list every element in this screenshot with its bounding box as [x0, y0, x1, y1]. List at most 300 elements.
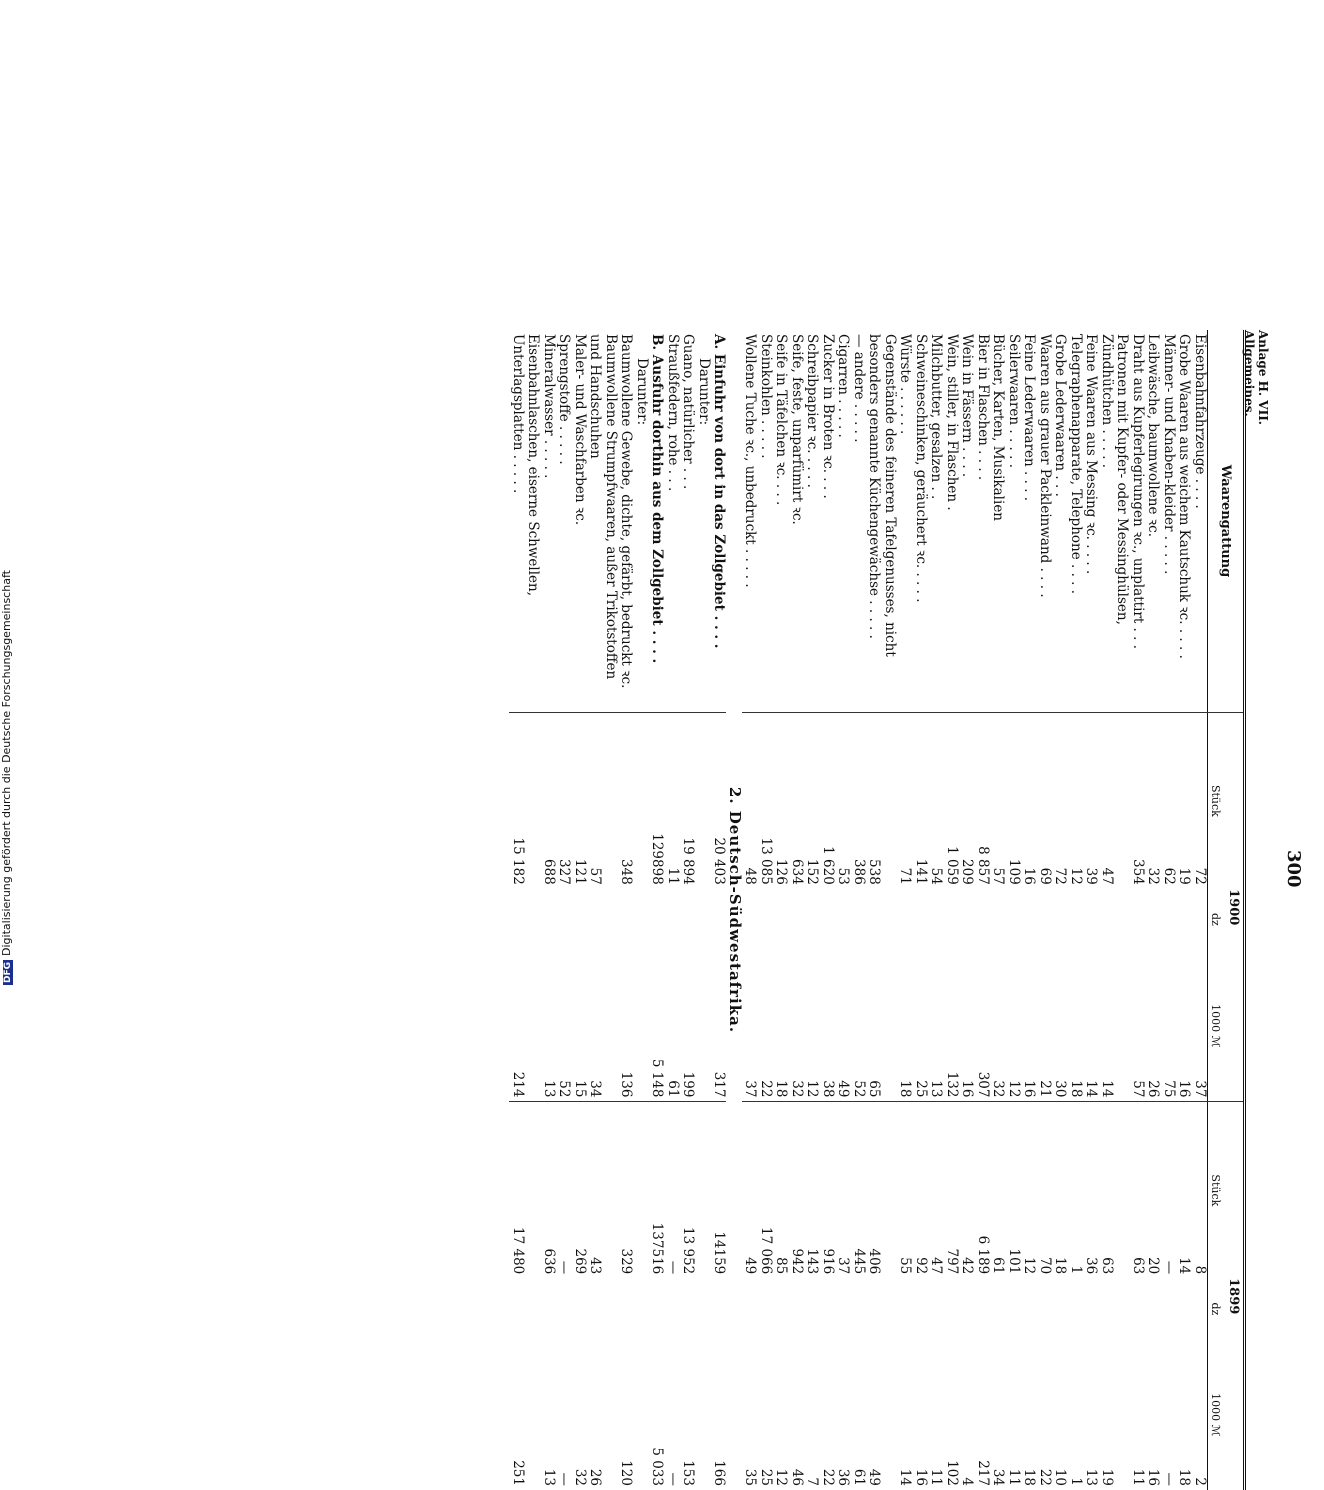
page-number: 300 — [1283, 850, 1304, 888]
value-1900-dz — [866, 889, 897, 950]
row-label: Baumwollene Strumpfwaaren, außer Trikotstoffen und Handschuhen — [587, 330, 618, 713]
value-1900-dz — [1052, 889, 1068, 950]
value-1899-quantity: 37 — [835, 1257, 852, 1275]
value-1899-quantity: 942 — [789, 1248, 805, 1275]
value-1900-quantity: 15 182 — [510, 837, 526, 885]
value-1899-quantity: 47 — [928, 1257, 945, 1275]
value-1899-quantity: 12 — [1021, 1257, 1038, 1275]
table-row — [711, 330, 727, 1490]
value-1900-value: 18 — [897, 950, 913, 1102]
value-1899-quantity: — — [1161, 1260, 1177, 1275]
value-1900-dz — [1192, 889, 1208, 950]
value-1899-quantity: 17 066 — [758, 1227, 774, 1275]
value-1899-quantity: 143 — [804, 1248, 821, 1275]
value-1899-dz — [820, 1278, 836, 1339]
value-1899-value: 19 — [1099, 1468, 1115, 1486]
value-1900-dz — [510, 889, 541, 950]
value-1900-quantity: 327 — [556, 859, 573, 885]
value-1900-value: 38 — [820, 950, 836, 1102]
row-label: Zucker in Broten ꝛc. . . . — [820, 330, 836, 713]
row-label: Steinkohlen . . . . . — [758, 330, 774, 713]
value-1899-value: 22 — [820, 1468, 836, 1486]
value-1900-quantity: 57 — [990, 867, 1007, 885]
value-1899-value: 5 033 — [649, 1447, 666, 1486]
row-label: Grobe Lederwaaren . . . — [1052, 330, 1068, 713]
value-1900-dz — [835, 889, 851, 950]
value-1900-dz — [1145, 889, 1161, 950]
row-label: Würste . . . . . . — [897, 330, 913, 713]
value-1900-quantity: 1 059 — [944, 846, 960, 885]
value-1899-value: 11 — [928, 1468, 945, 1486]
value-1900-quantity: 72 — [1192, 867, 1208, 885]
row-label: Eisenbahnfahrzeuge . . . . — [1192, 330, 1208, 713]
value-1899-value: 22 — [1037, 1468, 1053, 1486]
value-1899-quantity: 8 — [1192, 1265, 1208, 1275]
value-1900-dz — [975, 889, 991, 950]
unit-value-b: 1000 ℳ — [1209, 1393, 1223, 1437]
value-1900-quantity: 8 857 — [975, 846, 991, 885]
value-1900-value: 32 — [789, 950, 805, 1102]
value-1900-quantity: 538 — [866, 859, 883, 885]
value-1900-dz — [541, 889, 557, 950]
value-1900-quantity: 39 — [1083, 867, 1100, 885]
table-row — [1130, 330, 1146, 1490]
section-title: 2. Deutsch-Südwestafrika. — [726, 786, 744, 1034]
table-row — [835, 330, 851, 1490]
value-1900-dz — [1176, 889, 1192, 950]
table-row — [758, 330, 774, 1490]
value-1900-dz — [897, 889, 913, 950]
value-1900-value: 52 — [851, 950, 867, 1102]
value-1899-dz — [851, 1278, 867, 1339]
value-1900-quantity: 20 403 — [711, 837, 728, 885]
value-1900-quantity: 11 — [665, 867, 681, 885]
value-1899-value: 4 — [959, 1477, 976, 1486]
value-1899-quantity: 42 — [959, 1257, 976, 1275]
value-1899-dz — [742, 1278, 758, 1339]
value-1899-quantity: 49 — [742, 1257, 759, 1275]
table-row — [866, 330, 897, 1490]
value-1899-dz — [649, 1278, 665, 1339]
value-1900-quantity: 72 — [1052, 867, 1069, 885]
rotated-table-page — [110, 330, 1304, 1486]
value-1899-value: 13 — [1083, 1468, 1100, 1486]
value-1900-dz — [680, 889, 696, 950]
value-1899-value: 251 — [510, 1460, 526, 1486]
value-1899-value: 7 — [804, 1477, 821, 1486]
row-label: Patronen mit Kupfer- oder Messinghülsen, Zündhütchen . . . . . — [1099, 330, 1130, 713]
value-1899-value: 35 — [742, 1468, 759, 1486]
value-1899-quantity: 63 — [1099, 1257, 1115, 1275]
table-row — [572, 330, 588, 1490]
column-header-year-1900: 1900 — [1224, 713, 1245, 1102]
value-1899-quantity: 636 — [541, 1248, 557, 1275]
table-row — [1006, 330, 1022, 1490]
value-1899-dz — [618, 1278, 634, 1339]
table-row — [634, 330, 650, 1490]
value-1899-dz — [1052, 1278, 1068, 1339]
value-1900-value: 136 — [618, 950, 634, 1102]
value-1900-value: 12 — [1006, 950, 1022, 1102]
value-1900-value: 13 — [541, 950, 557, 1102]
value-1900-value — [696, 950, 712, 1102]
value-1899-value: 18 — [1021, 1468, 1038, 1486]
value-1900-value: 307 — [975, 950, 991, 1102]
row-label: Wein, stiller, in Flaschen . — [944, 330, 960, 713]
value-1900-value: 22 — [758, 950, 774, 1102]
value-1899-dz — [541, 1278, 557, 1339]
value-1899-value: 166 — [711, 1460, 728, 1486]
table-row — [587, 330, 618, 1490]
value-1899-quantity: 55 — [897, 1257, 914, 1275]
value-1900-dz — [696, 889, 712, 950]
value-1900-value: 34 — [587, 950, 618, 1102]
row-label: Schreibpapier ꝛc. . . . . — [804, 330, 820, 713]
table-row — [820, 330, 836, 1490]
value-1899-quantity: 17 480 — [510, 1227, 526, 1275]
table-row — [510, 330, 541, 1490]
value-1899-dz — [665, 1278, 681, 1339]
value-1900-quantity: 354 — [1130, 859, 1146, 885]
row-label: Darunter: — [696, 330, 712, 713]
value-1899-dz — [944, 1278, 960, 1339]
value-1899-quantity: — — [556, 1260, 573, 1275]
value-1900-value: 75 — [1161, 950, 1177, 1102]
row-label: Männer- und Knaben-kleider . . . . . — [1161, 330, 1177, 713]
value-1900-value: 21 — [1037, 950, 1053, 1102]
value-1900-dz — [665, 889, 681, 950]
value-1899-value: 46 — [789, 1468, 805, 1486]
row-label: A. Einfuhr von dort in das Zollgebiet . . . . — [711, 330, 727, 713]
value-1900-value: 16 — [1021, 950, 1037, 1102]
value-1899-value: 16 — [913, 1468, 929, 1486]
row-label: Seilerwaaren . . . . . — [1006, 330, 1022, 713]
table-row — [804, 330, 820, 1490]
value-1900-dz — [820, 889, 836, 950]
value-1899-dz — [587, 1278, 618, 1339]
value-1899-value: 16 — [1145, 1468, 1162, 1486]
row-label: Straußfedern, rohe . . . — [665, 330, 681, 713]
value-1900-value: 32 — [990, 950, 1006, 1102]
value-1899-value: 49 — [866, 1468, 883, 1486]
value-1900-dz — [758, 889, 774, 950]
row-label: Draht aus Kupferlegirungen ꝛc., unplattirt . . . — [1130, 330, 1146, 713]
value-1899-value: 153 — [680, 1460, 697, 1486]
row-label: Feine Lederwaaren . . . . — [1021, 330, 1037, 713]
value-1900-quantity: 32 — [1145, 867, 1162, 885]
value-1900-dz — [649, 889, 665, 950]
value-1899-quantity: 14159 — [711, 1231, 728, 1275]
value-1900-value: 199 — [680, 950, 696, 1102]
value-1900-quantity: 12 — [1068, 867, 1084, 885]
value-1899-value: 32 — [572, 1468, 588, 1486]
value-1899-value: 34 — [990, 1468, 1007, 1486]
value-1900-value: 317 — [711, 950, 727, 1102]
value-1899-quantity: 101 — [1006, 1248, 1022, 1275]
value-1900-quantity: 129898 — [649, 833, 666, 885]
row-label: Mineralwasser . . . . . — [541, 330, 557, 713]
table-row — [742, 330, 758, 1490]
value-1900-value: 57 — [1130, 950, 1146, 1102]
value-1900-dz — [928, 889, 944, 950]
value-1899-quantity: 43 — [587, 1257, 604, 1275]
value-1900-quantity: 109 — [1006, 859, 1022, 885]
value-1899-dz — [1037, 1278, 1053, 1339]
table-row — [1083, 330, 1099, 1490]
table-row — [913, 330, 929, 1490]
value-1900-dz — [773, 889, 789, 950]
table-row — [1176, 330, 1192, 1490]
table-row — [618, 330, 634, 1490]
value-1899-quantity: 269 — [572, 1248, 588, 1275]
column-header-year-1899: 1899 — [1226, 1278, 1241, 1315]
table-row — [990, 330, 1006, 1490]
value-1900-dz — [913, 889, 929, 950]
value-1900-quantity: 348 — [618, 859, 635, 885]
value-1899-value: 13 — [541, 1468, 557, 1486]
value-1900-dz — [1037, 889, 1053, 950]
value-1900-value: 15 — [572, 950, 588, 1102]
table-row — [1161, 330, 1177, 1490]
value-1899-quantity: 445 — [851, 1248, 867, 1275]
value-1899-quantity: 70 — [1037, 1257, 1053, 1275]
value-1899-dz — [773, 1278, 789, 1339]
value-1899-quantity — [634, 1102, 650, 1278]
table-row — [1037, 330, 1053, 1490]
table-row — [975, 330, 991, 1490]
value-1899-dz — [1006, 1278, 1022, 1339]
value-1899-value: 120 — [618, 1460, 635, 1486]
value-1900-quantity: 1 620 — [820, 846, 836, 885]
value-1900-quantity: 62 — [1161, 867, 1177, 885]
row-label: Bücher, Karten, Musikalien — [990, 330, 1006, 713]
value-1900-quantity: 141 — [913, 859, 929, 885]
value-1900-quantity: 48 — [742, 867, 759, 885]
value-1900-quantity: 386 — [851, 859, 867, 885]
value-1900-dz — [634, 889, 650, 950]
value-1900-value: 12 — [804, 950, 820, 1102]
row-label: Wollene Tuche ꝛc., unbedruckt . . . . . — [742, 330, 758, 713]
row-label: B. Ausfuhr dorthin aus dem Zollgebiet . . . . — [649, 330, 665, 713]
value-1899-quantity: 797 — [944, 1248, 960, 1275]
value-1900-value: 5 148 — [649, 950, 665, 1102]
row-label: Grobe Waaren aus weichem Kautschuk ꝛc. . . . . — [1176, 330, 1192, 713]
table-row — [680, 330, 696, 1490]
table-row — [1099, 330, 1130, 1490]
value-1899-quantity: 36 — [1083, 1257, 1100, 1275]
value-1899-quantity: 63 — [1130, 1257, 1146, 1275]
value-1900-value: 61 — [665, 950, 681, 1102]
value-1899-value: — — [665, 1472, 681, 1486]
row-label: Seife in Täfelchen ꝛc. . . . — [773, 330, 789, 713]
value-1899-dz — [711, 1278, 727, 1339]
value-1900-quantity: 19 894 — [680, 837, 697, 885]
value-1900-value: 25 — [913, 950, 929, 1102]
dfg-logo: DFG — [3, 961, 13, 983]
value-1899-dz — [1176, 1278, 1192, 1339]
value-1900-value: 14 — [1099, 950, 1130, 1102]
value-1900-dz — [959, 889, 975, 950]
value-1900-quantity: 54 — [928, 867, 945, 885]
value-1900-dz — [618, 889, 634, 950]
value-1899-dz — [866, 1278, 897, 1339]
value-1899-quantity: 85 — [773, 1257, 790, 1275]
value-1900-dz — [1161, 889, 1177, 950]
table-row — [556, 330, 572, 1490]
value-1900-value: 65 — [866, 950, 897, 1102]
trade-table — [510, 330, 1247, 1490]
value-1899-dz — [928, 1278, 944, 1339]
value-1899-dz — [758, 1278, 774, 1339]
row-label: Darunter: — [634, 330, 650, 713]
value-1900-quantity: 126 — [773, 859, 790, 885]
row-label: Seife, feste, unparfümirt ꝛc. — [789, 330, 805, 713]
value-1900-value: 49 — [835, 950, 851, 1102]
value-1900-value: 16 — [959, 950, 975, 1102]
value-1899-dz — [804, 1278, 820, 1339]
unit-dz-b: dz — [1209, 1302, 1223, 1316]
value-1899-value: — — [556, 1472, 573, 1486]
value-1900-value: 30 — [1052, 950, 1068, 1102]
value-1899-dz — [1068, 1278, 1084, 1339]
value-1899-quantity: 6 189 — [975, 1235, 991, 1275]
value-1900-dz — [556, 889, 572, 950]
value-1900-dz — [1006, 889, 1022, 950]
row-label: Cigarren . . . . . — [835, 330, 851, 713]
unit-value-a: 1000 ℳ — [1208, 950, 1224, 1102]
value-1900-value: 37 — [742, 950, 758, 1102]
value-1899-value: 26 — [587, 1468, 604, 1486]
value-1900-value: 14 — [1083, 950, 1099, 1102]
value-1900-value: 13 — [928, 950, 944, 1102]
table-row — [1145, 330, 1161, 1490]
value-1899-quantity: 20 — [1145, 1257, 1162, 1275]
value-1900-dz — [711, 889, 727, 950]
value-1899-quantity: 13 952 — [680, 1227, 697, 1275]
value-1900-value — [634, 950, 650, 1102]
annex-label: Anlage H. VII. — [1256, 330, 1270, 425]
value-1899-value: 1 — [1068, 1477, 1084, 1486]
unit-pieces-b: Stück — [1209, 1174, 1223, 1207]
value-1899-quantity — [696, 1102, 712, 1278]
value-1899-quantity: 14 — [1176, 1257, 1193, 1275]
value-1899-dz — [1099, 1278, 1130, 1339]
row-label: Schweineschinken, geräuchert ꝛc. . . . . — [913, 330, 929, 713]
value-1900-dz — [1068, 889, 1084, 950]
unit-dz-a: dz — [1209, 912, 1223, 926]
value-1900-quantity — [696, 713, 712, 889]
value-1900-quantity: 57 — [587, 867, 604, 885]
value-1899-dz — [1161, 1278, 1177, 1339]
row-label: Waaren aus grauer Packleinwand . . . . — [1037, 330, 1053, 713]
value-1900-value: 18 — [1068, 950, 1084, 1102]
table-row — [1052, 330, 1068, 1490]
value-1900-quantity: 688 — [541, 859, 557, 885]
value-1899-dz — [990, 1278, 1006, 1339]
value-1900-dz — [804, 889, 820, 950]
value-1900-quantity: 19 — [1176, 867, 1193, 885]
value-1900-dz — [1130, 889, 1146, 950]
value-1899-dz — [696, 1278, 712, 1339]
value-1900-quantity: 121 — [572, 859, 588, 885]
row-label: Wein in Fässern . . . . — [959, 330, 975, 713]
value-1900-dz — [572, 889, 588, 950]
table-row — [773, 330, 789, 1490]
table-row — [897, 330, 913, 1490]
value-1899-value: 25 — [758, 1468, 774, 1486]
value-1900-quantity: 152 — [804, 859, 821, 885]
value-1899-value — [634, 1339, 650, 1490]
value-1899-value — [696, 1339, 712, 1490]
value-1899-value: 217 — [975, 1460, 991, 1486]
value-1900-quantity: 69 — [1037, 867, 1053, 885]
table-row — [665, 330, 681, 1490]
value-1899-quantity: 916 — [820, 1248, 836, 1275]
row-label: — andere . . . . . — [851, 330, 867, 713]
value-1899-quantity: 61 — [990, 1257, 1007, 1275]
value-1899-dz — [975, 1278, 991, 1339]
value-1899-dz — [959, 1278, 975, 1339]
table-row — [541, 330, 557, 1490]
value-1899-value: 14 — [897, 1468, 914, 1486]
value-1899-value: 11 — [1006, 1468, 1022, 1486]
value-1899-dz — [897, 1278, 913, 1339]
value-1899-value: 18 — [1176, 1468, 1193, 1486]
value-1899-dz — [789, 1278, 805, 1339]
value-1900-quantity: 47 — [1099, 867, 1115, 885]
row-label: Maler- und Waschfarben ꝛc. — [572, 330, 588, 713]
row-label: Leibwäsche, baumwollene ꝛc. — [1145, 330, 1161, 713]
value-1900-quantity: 209 — [959, 859, 976, 885]
value-1900-dz — [851, 889, 867, 950]
value-1899-dz — [634, 1278, 650, 1339]
value-1899-quantity: 406 — [866, 1248, 883, 1275]
value-1900-quantity: 71 — [897, 867, 914, 885]
value-1899-quantity: 18 — [1052, 1257, 1069, 1275]
value-1899-dz — [556, 1278, 572, 1339]
value-1900-value: 52 — [556, 950, 572, 1102]
value-1900-quantity — [634, 713, 650, 889]
value-1899-value: 61 — [851, 1468, 867, 1486]
digitization-text: Digitalisierung gefördert durch die Deutsche Forschungsgemeinschaft — [0, 570, 13, 956]
value-1899-dz — [572, 1278, 588, 1339]
table-row — [928, 330, 944, 1490]
value-1899-value: 12 — [773, 1468, 790, 1486]
table-row — [959, 330, 975, 1490]
row-label: Baumwollene Gewebe, dichte, gefärbt, bedruckt ꝛc. — [618, 330, 634, 713]
value-1900-dz — [944, 889, 960, 950]
value-1900-quantity: 53 — [835, 867, 852, 885]
table-row — [1021, 330, 1037, 1490]
value-1899-quantity: 329 — [618, 1248, 635, 1275]
table-row — [944, 330, 960, 1490]
table-row — [789, 330, 805, 1490]
row-label: Feine Waaren aus Messing ꝛc. . . . . — [1083, 330, 1099, 713]
value-1899-dz — [1192, 1278, 1208, 1339]
value-1899-value: 36 — [835, 1468, 852, 1486]
table-row — [696, 330, 712, 1490]
value-1900-dz — [587, 889, 618, 950]
column-header-goods: Waarengattung — [1208, 330, 1245, 713]
row-label: Milchbutter, gesalzen . . — [928, 330, 944, 713]
row-label: Bier in Flaschen . . . . — [975, 330, 991, 713]
value-1899-quantity: — — [665, 1260, 681, 1275]
value-1899-value: 10 — [1052, 1468, 1069, 1486]
unit-pieces-a: Stück — [1209, 784, 1223, 817]
value-1899-dz — [510, 1278, 541, 1339]
row-label: Telegraphenapparate, Telephone . . . . — [1068, 330, 1084, 713]
value-1899-dz — [913, 1278, 929, 1339]
